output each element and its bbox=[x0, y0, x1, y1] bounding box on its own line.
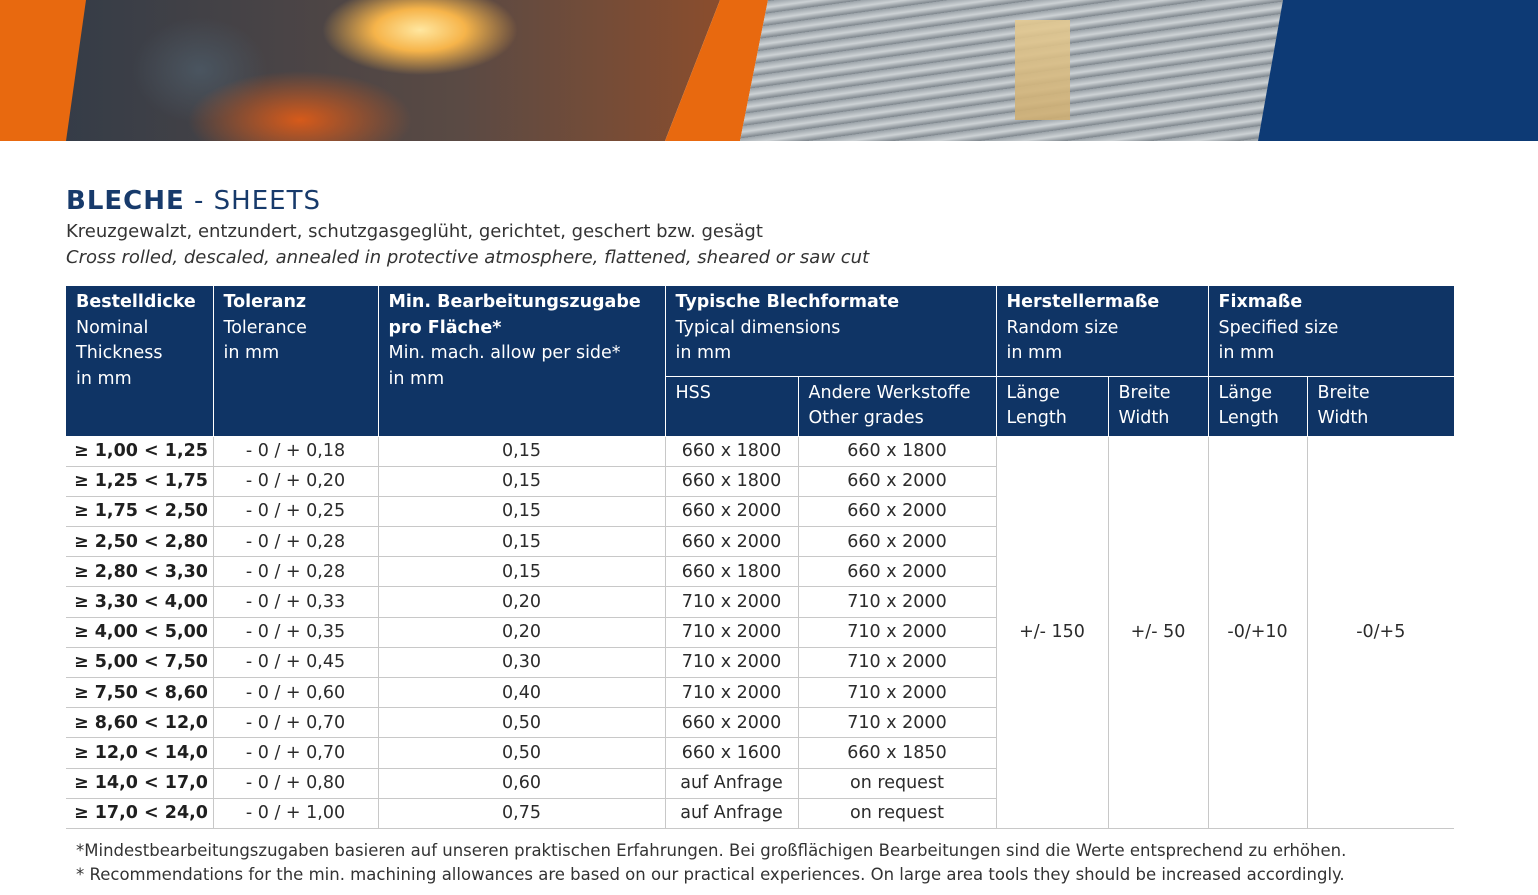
tolerance-cell: - 0 / + 0,33 bbox=[213, 587, 378, 617]
hss-dimension-cell: 660 x 1800 bbox=[665, 436, 798, 466]
header-random-width: Breite Width bbox=[1108, 376, 1208, 436]
hss-dimension-cell: 710 x 2000 bbox=[665, 617, 798, 647]
subtitle-german: Kreuzgewalzt, entzundert, schutzgasgeglüht, gerichtet, geschert bzw. gesägt bbox=[66, 221, 763, 242]
allowance-cell: 0,15 bbox=[378, 496, 665, 526]
allowance-cell: 0,50 bbox=[378, 738, 665, 768]
other-grades-dimension-cell: 660 x 1800 bbox=[798, 436, 996, 466]
header-specified-size: Fixmaße Specified size in mm bbox=[1208, 286, 1454, 376]
allowance-cell: 0,15 bbox=[378, 436, 665, 466]
thickness-cell: ≥ 5,00 < 7,50 bbox=[66, 647, 213, 677]
other-grades-dimension-cell: on request bbox=[798, 798, 996, 828]
hss-dimension-cell: 660 x 1800 bbox=[665, 466, 798, 496]
hss-dimension-cell: 660 x 2000 bbox=[665, 496, 798, 526]
hss-dimension-cell: 710 x 2000 bbox=[665, 647, 798, 677]
hss-dimension-cell: 660 x 1800 bbox=[665, 557, 798, 587]
tolerance-cell: - 0 / + 0,70 bbox=[213, 708, 378, 738]
header-allowance: Min. Bearbeitungszugabe pro Fläche* Min. mach. allow per side* in mm bbox=[378, 286, 665, 436]
hss-dimension-cell: 660 x 2000 bbox=[665, 527, 798, 557]
footnote-german: *Mindestbearbeitungszugaben basieren auf unseren praktischen Erfahrungen. Bei großflächigen Bearbeitungen sind die Werte entsprechend zu erhöhen. bbox=[76, 841, 1347, 860]
page-title-strong: BLECHE bbox=[66, 186, 185, 216]
other-grades-dimension-cell: 710 x 2000 bbox=[798, 647, 996, 677]
tolerance-cell: - 0 / + 0,28 bbox=[213, 527, 378, 557]
thickness-cell: ≥ 1,00 < 1,25 bbox=[66, 436, 213, 466]
hss-dimension-cell: 660 x 2000 bbox=[665, 708, 798, 738]
other-grades-dimension-cell: 660 x 2000 bbox=[798, 466, 996, 496]
tolerance-cell: - 0 / + 0,45 bbox=[213, 647, 378, 677]
thickness-cell: ≥ 14,0 < 17,0 bbox=[66, 768, 213, 798]
allowance-cell: 0,60 bbox=[378, 768, 665, 798]
header-random-length: Länge Length bbox=[996, 376, 1108, 436]
other-grades-dimension-cell: 660 x 2000 bbox=[798, 557, 996, 587]
thickness-cell: ≥ 8,60 < 12,0 bbox=[66, 708, 213, 738]
header-random-size: Herstellermaße Random size in mm bbox=[996, 286, 1208, 376]
thickness-cell: ≥ 1,75 < 2,50 bbox=[66, 496, 213, 526]
tolerance-cell: - 0 / + 0,28 bbox=[213, 557, 378, 587]
sheets-table bbox=[66, 286, 1454, 829]
hss-dimension-cell: auf Anfrage bbox=[665, 768, 798, 798]
hss-dimension-cell: 710 x 2000 bbox=[665, 587, 798, 617]
other-grades-dimension-cell: on request bbox=[798, 768, 996, 798]
allowance-cell: 0,40 bbox=[378, 678, 665, 708]
header-typical-dimensions: Typische Blechformate Typical dimensions in mm bbox=[665, 286, 996, 376]
tolerance-cell: - 0 / + 0,18 bbox=[213, 436, 378, 466]
other-grades-dimension-cell: 710 x 2000 bbox=[798, 587, 996, 617]
tolerance-cell: - 0 / + 0,25 bbox=[213, 496, 378, 526]
header-specified-width: Breite Width bbox=[1307, 376, 1454, 436]
header-specified-length: Länge Length bbox=[1208, 376, 1307, 436]
allowance-cell: 0,75 bbox=[378, 798, 665, 828]
table-body bbox=[66, 436, 1454, 828]
header-banner bbox=[0, 0, 1538, 141]
other-grades-dimension-cell: 710 x 2000 bbox=[798, 678, 996, 708]
allowance-cell: 0,15 bbox=[378, 557, 665, 587]
allowance-cell: 0,50 bbox=[378, 708, 665, 738]
header-other-grades: Andere Werkstoffe Other grades bbox=[798, 376, 996, 436]
footnote-english: * Recommendations for the min. machining allowances are based on our practical experiences. On large area tools they should be increased accordingly. bbox=[76, 865, 1345, 884]
header-hss: HSS bbox=[665, 376, 798, 436]
thickness-cell: ≥ 1,25 < 1,75 bbox=[66, 466, 213, 496]
other-grades-dimension-cell: 710 x 2000 bbox=[798, 617, 996, 647]
allowance-cell: 0,20 bbox=[378, 587, 665, 617]
random-length-cell: +/- 150 bbox=[996, 436, 1108, 828]
hss-dimension-cell: 710 x 2000 bbox=[665, 678, 798, 708]
thickness-cell: ≥ 12,0 < 14,0 bbox=[66, 738, 213, 768]
thickness-cell: ≥ 17,0 < 24,0 bbox=[66, 798, 213, 828]
header-thickness: Bestelldicke Nominal Thickness in mm bbox=[66, 286, 213, 436]
allowance-cell: 0,30 bbox=[378, 647, 665, 677]
allowance-cell: 0,20 bbox=[378, 617, 665, 647]
tolerance-cell: - 0 / + 0,35 bbox=[213, 617, 378, 647]
allowance-cell: 0,15 bbox=[378, 527, 665, 557]
tolerance-cell: - 0 / + 0,60 bbox=[213, 678, 378, 708]
other-grades-dimension-cell: 660 x 1850 bbox=[798, 738, 996, 768]
thickness-cell: ≥ 3,30 < 4,00 bbox=[66, 587, 213, 617]
page-title bbox=[66, 186, 321, 216]
other-grades-dimension-cell: 660 x 2000 bbox=[798, 496, 996, 526]
allowance-cell: 0,15 bbox=[378, 466, 665, 496]
hss-dimension-cell: 660 x 1600 bbox=[665, 738, 798, 768]
header-tolerance: Toleranz Tolerance in mm bbox=[213, 286, 378, 436]
page-title-rest: - SHEETS bbox=[184, 186, 321, 216]
tolerance-cell: - 0 / + 0,80 bbox=[213, 768, 378, 798]
thickness-cell: ≥ 7,50 < 8,60 bbox=[66, 678, 213, 708]
thickness-cell: ≥ 2,50 < 2,80 bbox=[66, 527, 213, 557]
other-grades-dimension-cell: 710 x 2000 bbox=[798, 708, 996, 738]
tolerance-cell: - 0 / + 0,20 bbox=[213, 466, 378, 496]
table-row bbox=[66, 436, 1454, 466]
tolerance-cell: - 0 / + 0,70 bbox=[213, 738, 378, 768]
random-width-cell: +/- 50 bbox=[1108, 436, 1208, 828]
thickness-cell: ≥ 4,00 < 5,00 bbox=[66, 617, 213, 647]
tolerance-cell: - 0 / + 1,00 bbox=[213, 798, 378, 828]
specified-length-cell: -0/+10 bbox=[1208, 436, 1307, 828]
hss-dimension-cell: auf Anfrage bbox=[665, 798, 798, 828]
other-grades-dimension-cell: 660 x 2000 bbox=[798, 527, 996, 557]
thickness-cell: ≥ 2,80 < 3,30 bbox=[66, 557, 213, 587]
subtitle-english: Cross rolled, descaled, annealed in protective atmosphere, flattened, sheared or saw cut bbox=[66, 247, 870, 268]
specified-width-cell: -0/+5 bbox=[1307, 436, 1454, 828]
